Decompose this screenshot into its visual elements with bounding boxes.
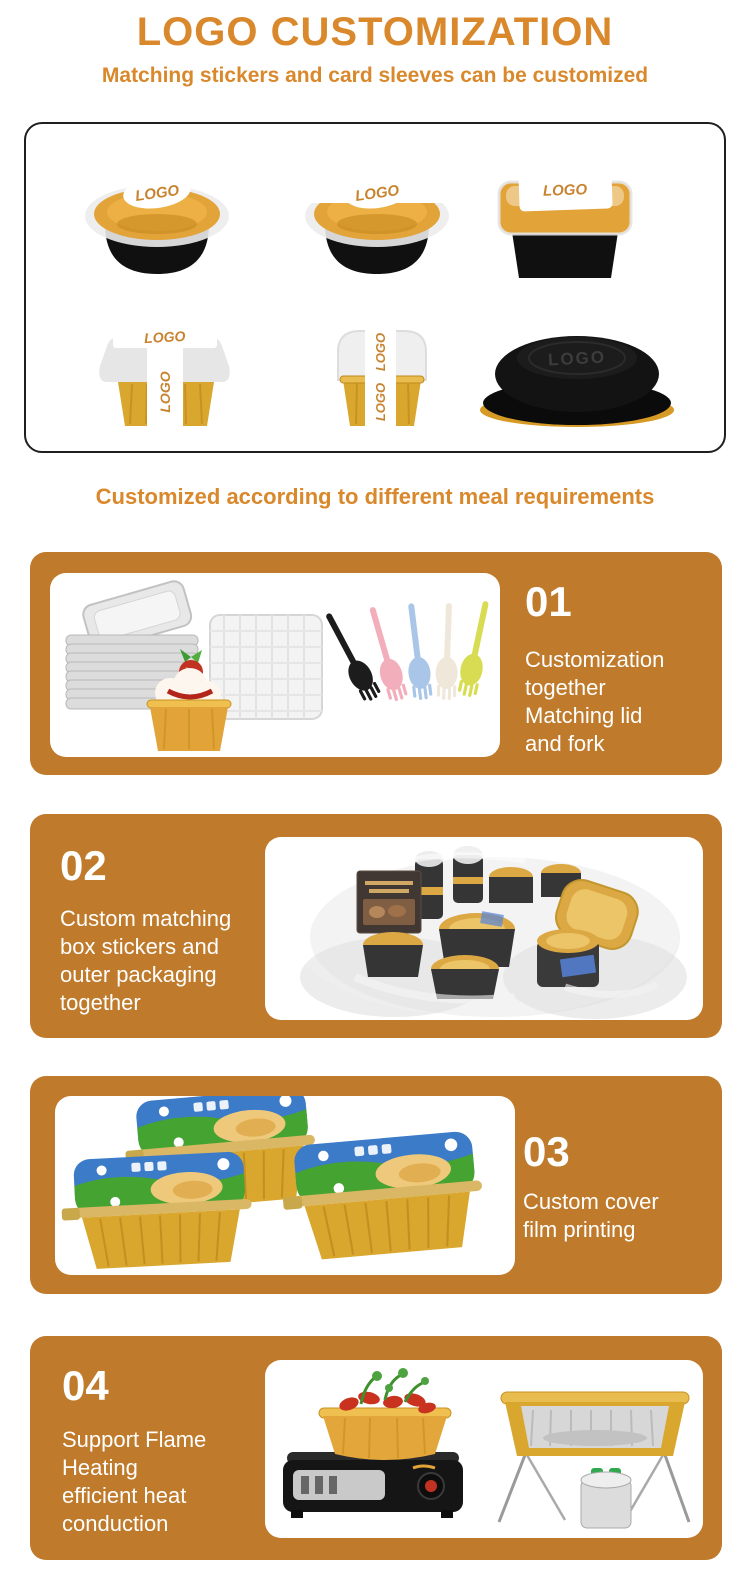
product-photo-round-gold-lid-band — [287, 162, 462, 292]
containers-lids-forks-photo — [50, 573, 500, 757]
product-photo-round-gold-lid-sticker — [72, 162, 242, 292]
step02-photo-panel — [265, 837, 703, 1020]
step-text — [525, 646, 664, 758]
step-text-line: conduction — [62, 1511, 169, 1536]
logo-band-text-vertical: LOGO — [157, 371, 173, 413]
step-text-line: Matching lid — [525, 703, 643, 728]
step-text-line: together — [525, 675, 606, 700]
step-card-01 — [30, 552, 722, 775]
product-photo-black-dome-embossed — [477, 306, 677, 438]
wrapped-containers-photo — [265, 837, 703, 1020]
step-number: 02 — [60, 842, 107, 889]
step-card-02 — [30, 814, 722, 1038]
step-text-line: outer packaging — [60, 962, 217, 987]
step-card-03 — [30, 1076, 722, 1294]
section-heading: Customized according to different meal requirements — [95, 484, 655, 509]
step-text-line: Customization — [525, 647, 665, 672]
step03-photo-panel — [55, 1096, 515, 1275]
step-text-line: together — [60, 990, 141, 1015]
product-photo-gold-cup-vertical-band — [302, 300, 462, 442]
logo-embossed-text: LOGO — [547, 347, 607, 370]
printed-film-tubs-photo — [55, 1096, 515, 1275]
step-text — [62, 1426, 206, 1538]
logo-band-text-horizontal: LOGO — [143, 327, 186, 347]
product-photo-square-clear-lid-card — [472, 152, 657, 294]
flame-heating-photo — [265, 1360, 703, 1538]
step-number: 01 — [525, 578, 572, 625]
step-number: 03 — [523, 1128, 570, 1175]
logo-band-text-lower: LOGO — [373, 382, 388, 422]
product-photo-square-foil-t-band — [77, 300, 252, 442]
step-text — [60, 905, 231, 1017]
step-text-line: Support Flame — [62, 1427, 207, 1452]
page-subtitle: Matching stickers and card sleeves can be customized — [101, 64, 649, 87]
step-text-line: box stickers and — [60, 934, 219, 959]
step01-photo-panel — [50, 573, 500, 757]
step-number: 04 — [62, 1362, 109, 1409]
logo-gallery-box — [24, 122, 726, 453]
step04-photo-panel — [265, 1360, 703, 1538]
logo-sticker-text: LOGO — [354, 181, 401, 205]
step-text-line: Custom matching — [60, 906, 232, 931]
logo-band-text-upper: LOGO — [373, 332, 388, 372]
step-text — [523, 1188, 659, 1244]
step-text-line: film printing — [523, 1217, 636, 1242]
step-text-line: Heating — [62, 1455, 138, 1480]
logo-card-text: LOGO — [542, 181, 588, 200]
page-title: LOGO CUSTOMIZATION — [136, 10, 614, 54]
step-text-line: efficient heat — [62, 1483, 187, 1508]
step-text-line: Custom cover — [523, 1189, 659, 1214]
step-text-line: and fork — [525, 731, 605, 756]
step-card-04 — [30, 1336, 722, 1560]
logo-sticker-text: LOGO — [134, 181, 181, 205]
